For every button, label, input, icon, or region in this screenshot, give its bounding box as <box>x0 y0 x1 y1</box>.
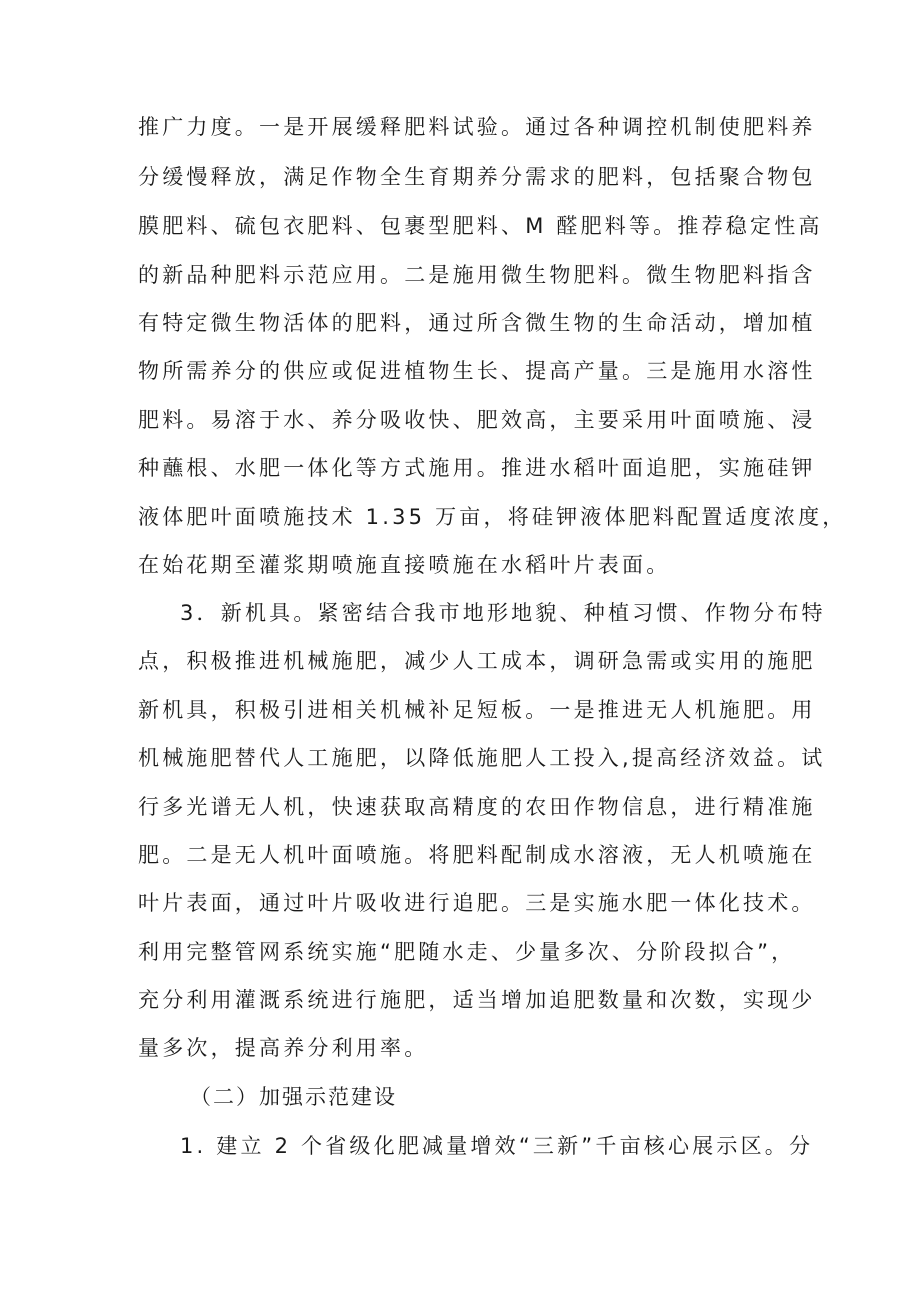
body-text-line: 在始花期至灌浆期喷施直接喷施在水稻叶片表面。 <box>138 553 671 577</box>
body-text-line: 物所需养分的供应或促进植物生长、提高产量。三是施用水溶性 <box>138 359 816 383</box>
body-text-line: 机械施肥替代人工施肥，以降低施肥人工投入,提高经济效益。试 <box>138 746 826 770</box>
body-text-line: 分缓慢释放，满足作物全生育期养分需求的肥料，包括聚合物包 <box>138 165 816 189</box>
body-text-line: 种蘸根、水肥一体化等方式施用。推进水稻叶面追肥，实施硅钾 <box>138 456 816 480</box>
body-text-line: 有特定微生物活体的肥料，通过所含微生物的生命活动，增加植 <box>138 311 816 335</box>
body-text-line: 新机具，积极引进相关机械补足短板。一是推进无人机施肥。用 <box>138 698 816 722</box>
body-text-line: 行多光谱无人机，快速获取高精度的农田作物信息，进行精准施 <box>138 795 816 819</box>
list-item-first-line: 1. 建立 2 个省级化肥减量增效“三新”千亩核心展示区。分 <box>180 1134 814 1158</box>
section-heading: （二）加强示范建设 <box>190 1085 397 1109</box>
section-3-first-line: 3．新机具。紧密结合我市地形地貌、种植习惯、作物分布特 <box>180 601 826 625</box>
body-text-line: 液体肥叶面喷施技术 1.35 万亩，将硅钾液体肥料配置适度浓度， <box>138 505 847 529</box>
body-text-line: 充分利用灌溉系统进行施肥，适当增加追肥数量和次数，实现少 <box>138 988 816 1012</box>
body-text-line: 利用完整管网系统实施“肥随水走、少量多次、分阶段拟合”， <box>138 940 796 964</box>
body-text-line: 叶片表面，通过叶片吸收进行追肥。三是实施水肥一体化技术。 <box>138 891 816 915</box>
body-text-line: 肥料。易溶于水、养分吸收快、肥效高，主要采用叶面喷施、浸 <box>138 408 816 432</box>
body-text-line: 点，积极推进机械施肥，减少人工成本，调研急需或实用的施肥 <box>138 649 816 673</box>
body-text-line: 膜肥料、硫包衣肥料、包裹型肥料、M 醛肥料等。推荐稳定性高 <box>138 214 823 238</box>
body-text-line: 推广力度。一是开展缓释肥料试验。通过各种调控机制使肥料养 <box>138 115 816 139</box>
body-text-line: 量多次，提高养分利用率。 <box>138 1036 429 1060</box>
body-text-line: 的新品种肥料示范应用。二是施用微生物肥料。微生物肥料指含 <box>138 263 816 287</box>
body-text-line: 肥。二是无人机叶面喷施。将肥料配制成水溶液，无人机喷施在 <box>138 843 816 867</box>
